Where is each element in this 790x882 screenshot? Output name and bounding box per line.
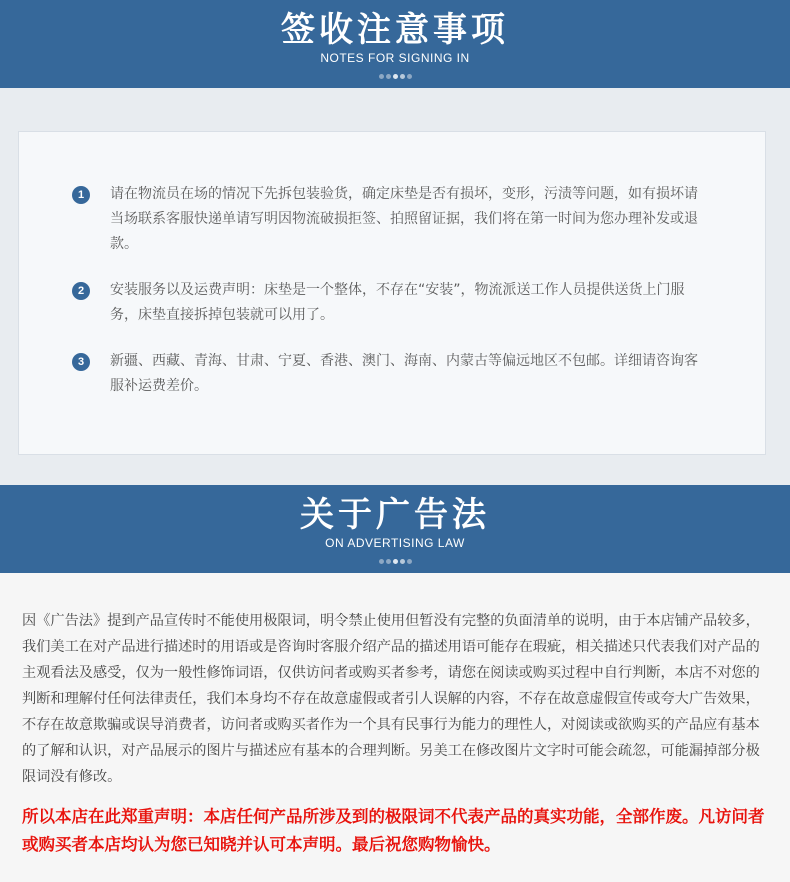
dot [379,74,384,79]
notes-title: 签收注意事项 [281,10,509,50]
advertising-law-statement: 所以本店在此郑重声明：本店任何产品所涉及到的极限词不代表产品的真实功能，全部作废。凡访问者或购买者本店均认为您已知晓并认可本声明。最后祝您购物愉快。 [22,807,765,854]
dot [400,74,405,79]
dot [379,559,384,564]
advertising-law-body: 因《广告法》提到产品宣传时不能使用极限词，明令禁止使用但暂没有完整的负面清单的说明，由于本店铺产品较多，我们美工在对产品进行描述时的用语或是咨询时客服介绍产品的描述用语可能存在瑕疵，相关描述只代表我们对产品的主观看法及感受，仅为一般性修饰词语，仅供访问者或购买者参考，请您在阅读或购买过程中自行判断，本店不对您的判断和理解付任何法律责任，我们本身均不存在故意虚假或者引人误解的内容，不存在故意虚假宣传或夸大广告效果，不存在故意欺骗或误导消费者，访问者或购买者作为一个具有民事行为能力的理性人，对阅读或欲购买的产品应有基本的了解和认识，对产品展示的图片与描述应有基本的合理判断。另美工在修改图片文字时可能会疏忽，可能漏掉部分极限词没有修改。 [22,613,760,785]
dot [400,559,405,564]
advertising-law-banner [0,485,790,573]
dot [407,74,412,79]
dot [407,559,412,564]
advertising-law-subtitle: ON ADVERTISING LAW [325,536,465,550]
dot [386,559,391,564]
note-text-2: 安装服务以及运费声明：床垫是一个整体，不存在“安装”，物流派送工作人员提供送货上门服务，床垫直接拆掉包装就可以用了。 [110,282,685,323]
dot-active [393,559,398,564]
carousel-dots [0,559,790,565]
notes-banner [0,0,790,88]
note-text-1: 请在物流员在场的情况下先拆包装验货，确定床垫是否有损坏，变形，污渍等问题，如有损坏请当场联系客服快递单请写明因物流破损拒签、拍照留证据，我们将在第一时间为您办理补发或退款。 [110,186,698,252]
dot [386,74,391,79]
note-number-2: 2 [72,282,90,300]
note-number-3: 3 [72,353,90,371]
carousel-dots [0,74,790,80]
notes-subtitle: NOTES FOR SIGNING IN [320,51,470,65]
advertising-law-title: 关于广告法 [300,495,490,535]
note-text-3: 新疆、西藏、青海、甘肃、宁夏、香港、澳门、海南、内蒙古等偏远地区不包邮。详细请咨询客服补运费差价。 [110,353,698,394]
dot-active [393,74,398,79]
note-number-1: 1 [72,186,90,204]
